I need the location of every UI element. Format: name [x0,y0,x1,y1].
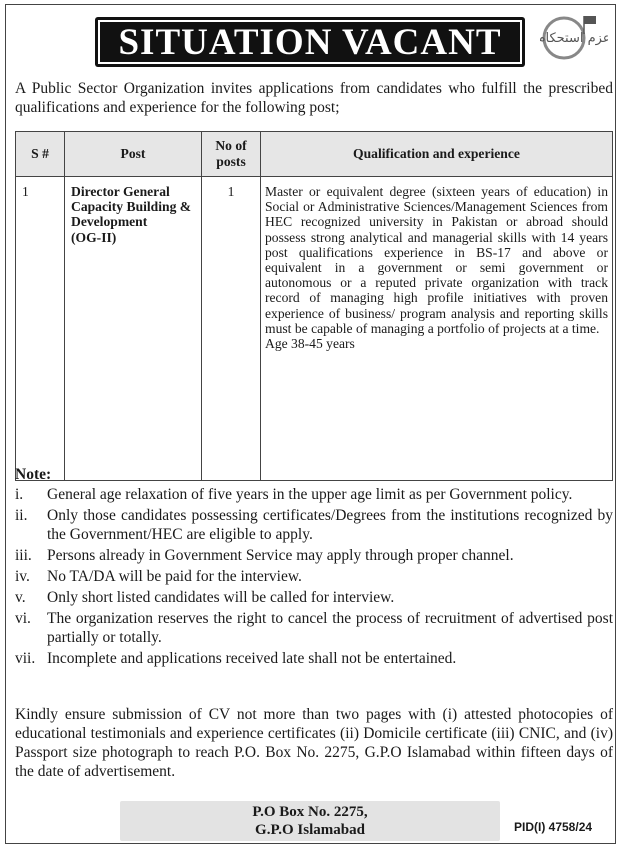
note-text: General age relaxation of five years in the upper age limit as per Government policy. [47,486,573,503]
header-posts-line2: posts [216,154,246,169]
note-number: vi. [15,610,31,627]
address-line1: P.O Box No. 2275, [252,804,368,820]
table-header-row [16,132,613,177]
notes-list [15,485,613,670]
closing-paragraph: Kindly ensure submission of CV not more than two pages with (i) attested photocopies of educational testimonials and experience certificates (ii) Domicile certificate (iii) CNIC, and (iv) Passport size photograph to reach P.O. Box No. 2275, G.P.O Islamabad within fifteen days of the date of advertisement. [15,706,613,780]
note-text: Only those candidates possessing certificates/Degrees from the institutions recognized by the Government/HEC are eligible to apply. [47,507,613,543]
list-item [15,567,613,586]
logo-text: عزم استحکام [540,31,608,46]
postal-address-box [120,801,500,841]
note-text: Only short listed candidates will be called for interview. [47,589,395,606]
list-item [15,485,613,504]
post-title: Director General Capacity Building & Development [71,184,192,230]
azm-istehkam-logo-icon [540,12,608,64]
post-grade: (OG-II) [71,229,117,245]
header-posts-line1: No of [215,138,247,153]
pid-number: PID(I) 4758/24 [514,820,593,834]
list-item [15,649,613,668]
note-number: i. [15,486,24,503]
header-qualification: Qualification and experience [261,132,613,177]
row-serial-number: 1 [16,177,65,481]
row-post [65,177,202,481]
note-text: The organization reserves the right to cancel the process of recruitment of advertised post partially or totally. [47,610,613,646]
note-number: ii. [15,507,28,524]
list-item [15,546,613,565]
row-number-of-posts: 1 [202,177,261,481]
notes-heading: Note: [15,466,52,483]
note-text: No TA/DA will be paid for the interview. [47,568,302,585]
table-row [16,177,613,481]
note-number: iv. [15,568,30,585]
list-item [15,506,613,544]
header-serial-number: S # [16,132,65,177]
intro-paragraph: A Public Sector Organization invites applications from candidates who fulfill the prescribed qualifications and experience for the following post; [15,80,613,116]
list-item [15,588,613,607]
note-number: vii. [15,650,36,667]
note-text: Persons already in Government Service may apply through proper channel. [47,547,514,564]
age-requirement: Age 38-45 years [265,336,355,352]
list-item [15,609,613,647]
note-text: Incomplete and applications received late shall not be entertained. [47,650,457,667]
header-number-of-posts [202,132,261,177]
row-qualification [261,177,613,481]
vacancy-table [15,131,613,481]
address-line2: G.P.O Islamabad [255,822,365,838]
qualification-text: Master or equivalent degree (sixteen years of education) in Social or Administrative Sciences/Management Sciences from HEC recognized university in Pakistan or abroad should possess strong analytical and managerial skills with 14 years post qualifications experience in BS-17 and above or equivalent in a government or semi government or autonomous or a reputed private organization with track record of managing high profile initiatives with proven experience of business/ program analysis and reporting skills must be capable of managing a portfolio of projects at a time. [265,184,608,336]
header-post: Post [65,132,202,177]
page-title: SITUATION VACANT [95,17,525,67]
note-number: iii. [15,547,32,564]
note-number: v. [15,589,26,606]
